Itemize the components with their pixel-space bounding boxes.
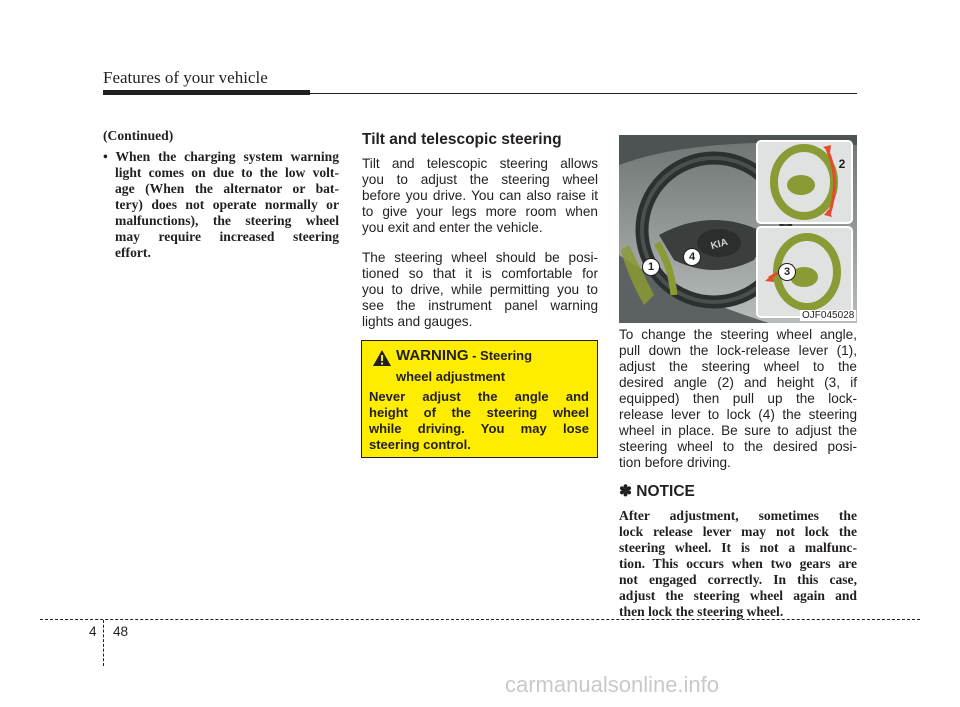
para-line: you exit and enter the vehicle. xyxy=(362,220,543,235)
para-line: you to adjust the steering wheel xyxy=(362,172,598,187)
warning-subtitle: - Steering xyxy=(468,348,533,363)
notice-line: then lock the steering wheel. xyxy=(619,604,784,619)
callout-4: 4 xyxy=(683,248,701,266)
warning-line: while driving. You may lose xyxy=(369,421,589,436)
para-line: lights and gauges. xyxy=(362,314,473,329)
warning-triangle-icon xyxy=(372,349,392,367)
notice-line: tion. This occurs when two gears are xyxy=(619,556,857,571)
footer-rule xyxy=(40,619,920,620)
para-line: tioned so that it is comfortable for xyxy=(362,266,598,281)
para-line: release lever to lock (4) the steering xyxy=(619,407,857,422)
continued-label: (Continued) xyxy=(103,128,174,143)
callout-2: 2 xyxy=(838,157,846,171)
bullet-line: may require increased steering xyxy=(115,229,339,244)
steering-illustration xyxy=(619,135,857,323)
bullet-line: age (When the alternator or bat- xyxy=(115,181,339,196)
bullet-line: • When the charging system warning xyxy=(103,149,339,164)
para-line: The steering wheel should be posi- xyxy=(362,250,598,265)
para-line: Tilt and telescopic steering allows xyxy=(362,156,598,171)
bullet-line: tery) does not operate normally or xyxy=(115,197,339,212)
para-line: pull down the lock-release lever (1), xyxy=(619,343,857,358)
para-line: you to drive, while permitting you to xyxy=(362,282,598,297)
figure-caption: OJF045028 xyxy=(802,310,855,321)
notice-line: lock release lever may not lock the xyxy=(619,524,857,539)
warning-heading xyxy=(396,347,532,364)
para-line: To change the steering wheel angle, xyxy=(619,327,857,342)
bullet-line: malfunctions), the steering wheel xyxy=(115,213,339,228)
warning-label: WARNING xyxy=(396,347,469,364)
notice-line: adjust the steering wheel again and xyxy=(619,588,857,603)
warning-subtitle-2: wheel adjustment xyxy=(396,369,506,384)
notice-line: steering wheel. It is not a malfunc- xyxy=(619,540,857,555)
bullet-line: effort. xyxy=(115,245,151,260)
callout-1: 1 xyxy=(642,258,660,276)
warning-line: steering control. xyxy=(369,437,471,452)
chapter-number: 4 xyxy=(89,624,97,639)
notice-title: ✽ NOTICE xyxy=(619,483,695,500)
notice-line: After adjustment, sometimes the xyxy=(619,508,857,523)
para-line: to give your legs more room when xyxy=(362,204,598,219)
para-line: adjust the steering wheel to the xyxy=(619,359,857,374)
header-title: Features of your vehicle xyxy=(103,68,268,87)
header-rule xyxy=(310,93,857,94)
para-line: desired angle (2) and height (3, if xyxy=(619,375,857,390)
para-line: steering wheel to the desired posi- xyxy=(619,439,857,454)
para-line: equipped) then pull up the lock- xyxy=(619,391,857,406)
bullet-line: light comes on due to the low volt- xyxy=(115,165,339,180)
callout-3: 3 xyxy=(778,263,796,281)
header-bar xyxy=(103,90,310,95)
para-line: wheel in place. Be sure to adjust the xyxy=(619,423,857,438)
page-number: 48 xyxy=(113,624,129,639)
para-line: see the instrument panel warning xyxy=(362,298,598,313)
logo-text: KIA xyxy=(709,236,730,252)
watermark: carmanualsonline.info xyxy=(505,672,720,697)
warning-line: Never adjust the angle and xyxy=(369,389,589,404)
para-line: before you drive. You can also raise it xyxy=(362,188,598,203)
warning-line: height of the steering wheel xyxy=(369,405,589,420)
section-title: Tilt and telescopic steering xyxy=(362,131,562,148)
steering-wheel-diagram xyxy=(619,135,857,323)
footer-divider xyxy=(103,620,104,666)
notice-line: not engaged correctly. In this case, xyxy=(619,572,857,587)
para-line: tion before driving. xyxy=(619,455,731,470)
